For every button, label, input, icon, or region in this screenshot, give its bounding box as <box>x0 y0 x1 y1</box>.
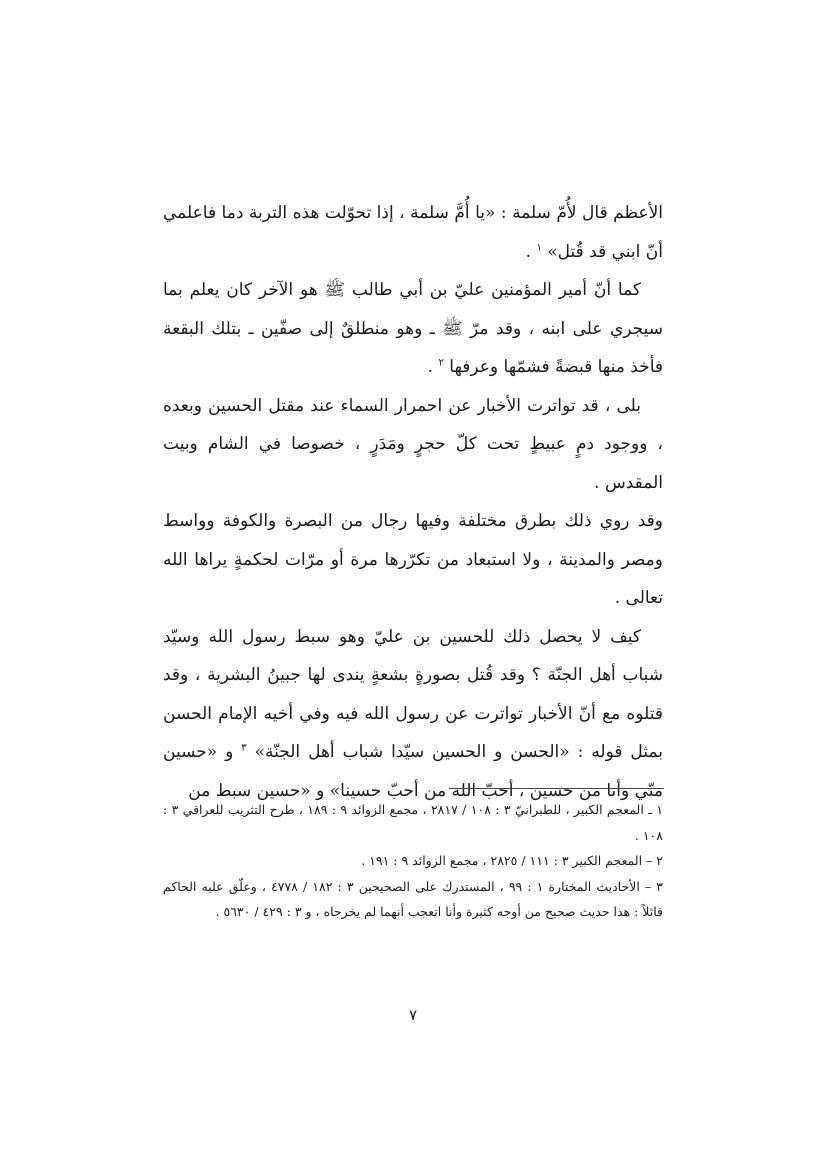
footnote-ref: ١ <box>536 241 542 253</box>
paragraph-tail: . <box>427 357 439 377</box>
footnote: ١ ـ المعجم الكبير ، للطبرانيّ ٣ : ١٠٨ / ٢٨١٧ ، مجمع الزوائد ٩ : ١٨٩ ، طرح التثريب للعراقي ٣ : ١٠٨ . <box>163 802 663 843</box>
paragraph <box>163 271 663 387</box>
footnote-ref: ٣ <box>241 742 247 754</box>
footnote: ٢ – المعجم الكبير ٣ : ١١١ / ٢٨٢٥ ، مجمع الزوائد ٩ : ١٩١ . <box>361 853 663 868</box>
paragraph-tail: و «حسين منّي وأنا من حسين ، أحبّ الله من أحبّ حسينا» و «حسين سبط من <box>163 742 663 801</box>
paragraph-tail: . <box>525 241 537 262</box>
paragraph-text: الأعظم قال لأُمّ سلمة : «يا أُمَّ سلمة ، إذا تحوّلت هذه التربة دما فاعلمي أنّ ابني قد قُتل» <box>163 203 663 262</box>
footnotes <box>163 797 663 925</box>
footnote-divider <box>449 788 664 789</box>
paragraph: بلى ، قد تواترت الأخبار عن احمرار السماء عند مقتل الحسين وبعده ، ووجود دمٍ عبيطٍ تحت كلّ حجرٍ ومَدَرٍ ، خصوصا في الشام وبيت المقدس . <box>163 395 663 493</box>
paragraph: وقد روي ذلك بطرق مختلفة وفيها رجال من البصرة والكوفة وواسط ومصر والمدينة ، ولا استبعاد من تكرّرها مرة أو مرّات لحكمةٍ يراها الله تعالى . <box>163 511 663 608</box>
paragraph-text: كيف لا يحصل ذلك للحسين بن عليّ وهو سبط رسول الله وسيّد شباب أهل الجنّة ؟ وقد قُتل بصورةٍ بشعةٍ يندى لها جبينُ البشرية ، وقد قتلوه مع أنّ الأخبار تواترت عن رسول الله فيه وفي أخيه الإمام الحسن بمثل قوله : «الحسن و الحسين سيّدا شباب أهل الجنّة» <box>163 626 664 762</box>
footnote-ref: ٢ <box>438 357 444 369</box>
paragraph <box>163 618 663 811</box>
footnote: ٣ – الأحاديث المختارة ١ : ٩٩ ، المستدرك على الصحيحين ٣ : ١٨٢ / ٤٧٧٨ ، وعلّق عليه الحاكم قائلاً : هذا حديث صحيح من أوجه كثيرة وأنا اتعجب أنهما لم يخرجاه ، و ٣ : ٤٢٩ / ٥٦٣٠ . <box>163 878 663 919</box>
paragraph <box>163 194 663 271</box>
page-number: ٧ <box>408 1006 418 1024</box>
paragraph-text: كما أنّ أمير المؤمنين عليّ بن أبي طالب ﷺ هو الآخر كان يعلم بما سيجري على ابنه ، وقد مرّ ﷺ ـ وهو منطلقٌ إلى صفّين ـ بتلك البقعة فأخذ منها قبضةً فشمّها وعرفها <box>163 280 663 377</box>
body-text <box>163 194 663 810</box>
